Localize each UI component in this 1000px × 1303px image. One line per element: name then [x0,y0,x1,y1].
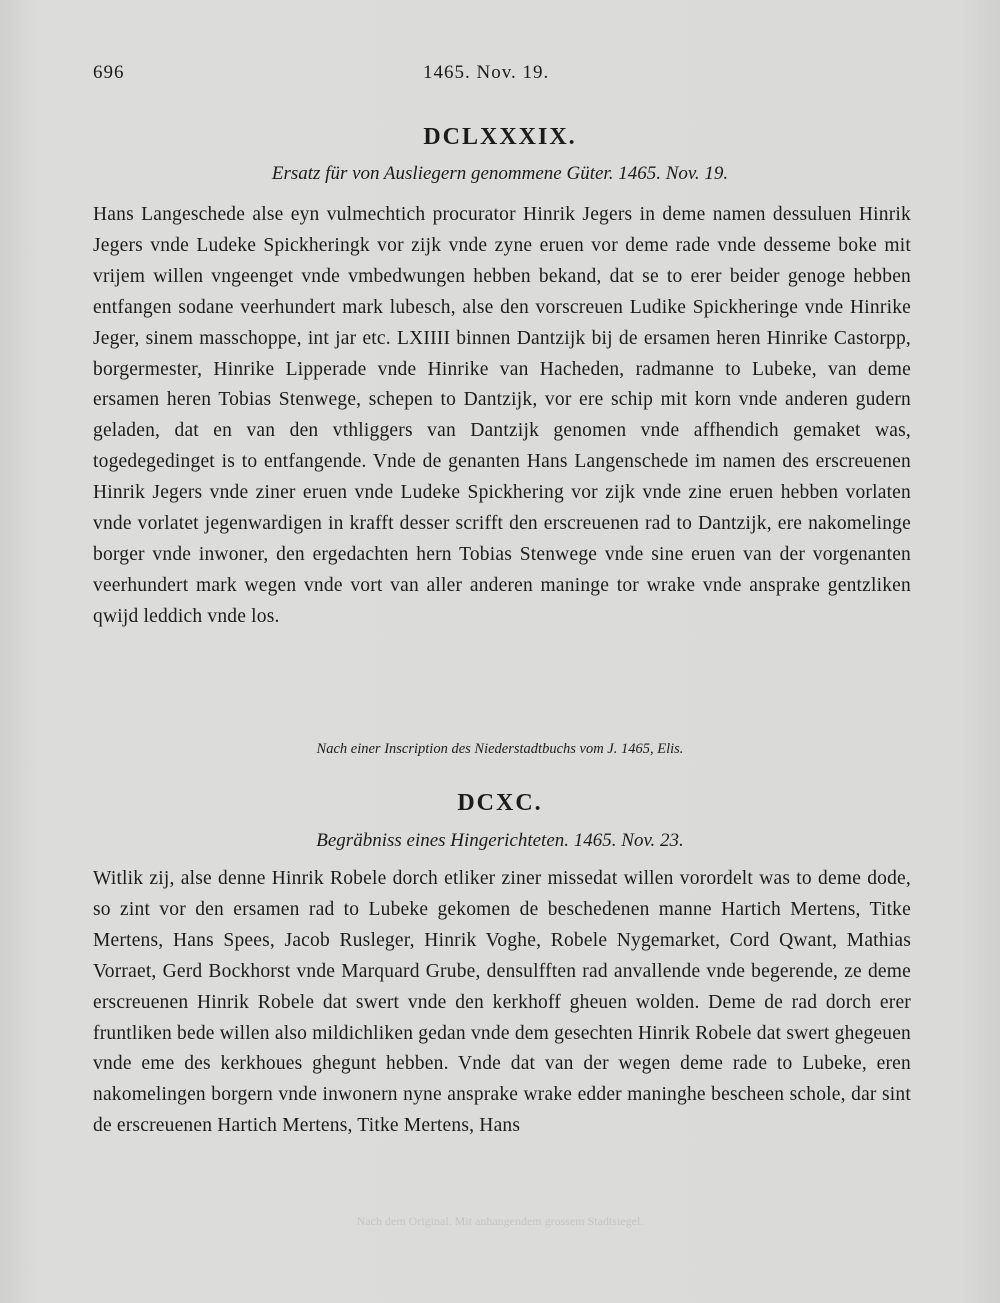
source-note: Nach einer Inscription des Niederstadtbuchs vom J. 1465, Elis. [316,741,684,757]
document-number: DCXC. [457,790,543,816]
document-title: Begräbniss eines Hingerichteten. 1465. Nov. 23. [316,830,684,851]
document-body: Hans Langeschede alse eyn vulmechtich procurator Hinrik Jegers in deme namen dessuluen Hinrik Jegers vnde Ludeke Spickheringk vor zijk vnde zyne eruen vor deme rade vnde desseme boke mit vrijem willen vngeenget vnde vmbedwungen hebben bekand, dat se to erer beider genoge hebben entfangen sodane veerhundert mark lubesch, alse den vorscreuen Ludike Spickheringe vnde Hinrike Jeger, sinem masschoppe, int jar etc. LXIIII binnen Dantzijk bij de ersamen heren Hinrike Castorpp, borgermester, Hinrike Lipperade vnde Hinrike van Hacheden, radmanne to Lubeke, van deme ersamen heren Tobias Stenwege, schepen to Dantzijk, vor ere schip mit korn vnde anderen gudern geladen, dat en van den vthliggers van Dantzijk genomen vnde affhendich gemaket was, togedegedinget is to entfangende. Vnde de genanten Hans Langenschede im namen des erscreuenen Hinrik Jegers vnde ziner eruen vnde Ludeke Spickhering vor zijk vnde zine eruen hebben vorlaten vnde vorlatet jegenwardigen in krafft desser scrifft den erscreuenen rad to Dantzijk, ere nakomelinge borger vnde inwoner, den ergedachten hern Tobias Stenwege vnde sine eruen van der vorgenanten veerhundert mark wegen vnde vort van aller anderen maninge tor wrake vnde ansprake gentzliken qwijd leddich vnde los. [93,204,911,627]
document-number: DCLXXXIX. [423,124,577,150]
document-body: Witlik zij, alse denne Hinrik Robele dorch etliker ziner missedat willen vorordelt was to deme dode, so zint vor den ersamen rad to Lubeke gekomen de beschedenen manne Hartich Mertens, Titke Mertens, Hans Spees, Jacob Rusleger, Hinrik Voghe, Robele Nygemarket, Cord Qwant, Mathias Vorraet, Gerd Bockhorst vnde Marquard Grube, densulfften rad anvallende vnde begerende, ze deme erscreuenen Hinrik Robele dat swert vnde den kerkhoff gheuen wolden. Deme de rad dorch erer fruntliken bede willen also mildichliken gedan vnde dem gesechten Hinrik Robele dat swert ghegeuen vnde eme des kerkhoues ghegunt hebben. Vnde dat van der wegen deme rade to Lubeke, eren nakomelingen borgern vnde inwonern nyne ansprake wrake edder maninghe bescheen schole, dar sint de erscreuenen Hartich Mertens, Titke Mertens, Hans [93,868,911,1137]
document-title: Ersatz für von Ausliegern genommene Güter. 1465. Nov. 19. [271,163,729,184]
running-head: 1465. Nov. 19. [423,62,550,83]
page-number: 696 [93,62,125,83]
page-header [93,62,913,86]
bleed-through-text: Nach dem Original. Mit anhangendem grossem Stadtsiegel. [356,1214,644,1228]
